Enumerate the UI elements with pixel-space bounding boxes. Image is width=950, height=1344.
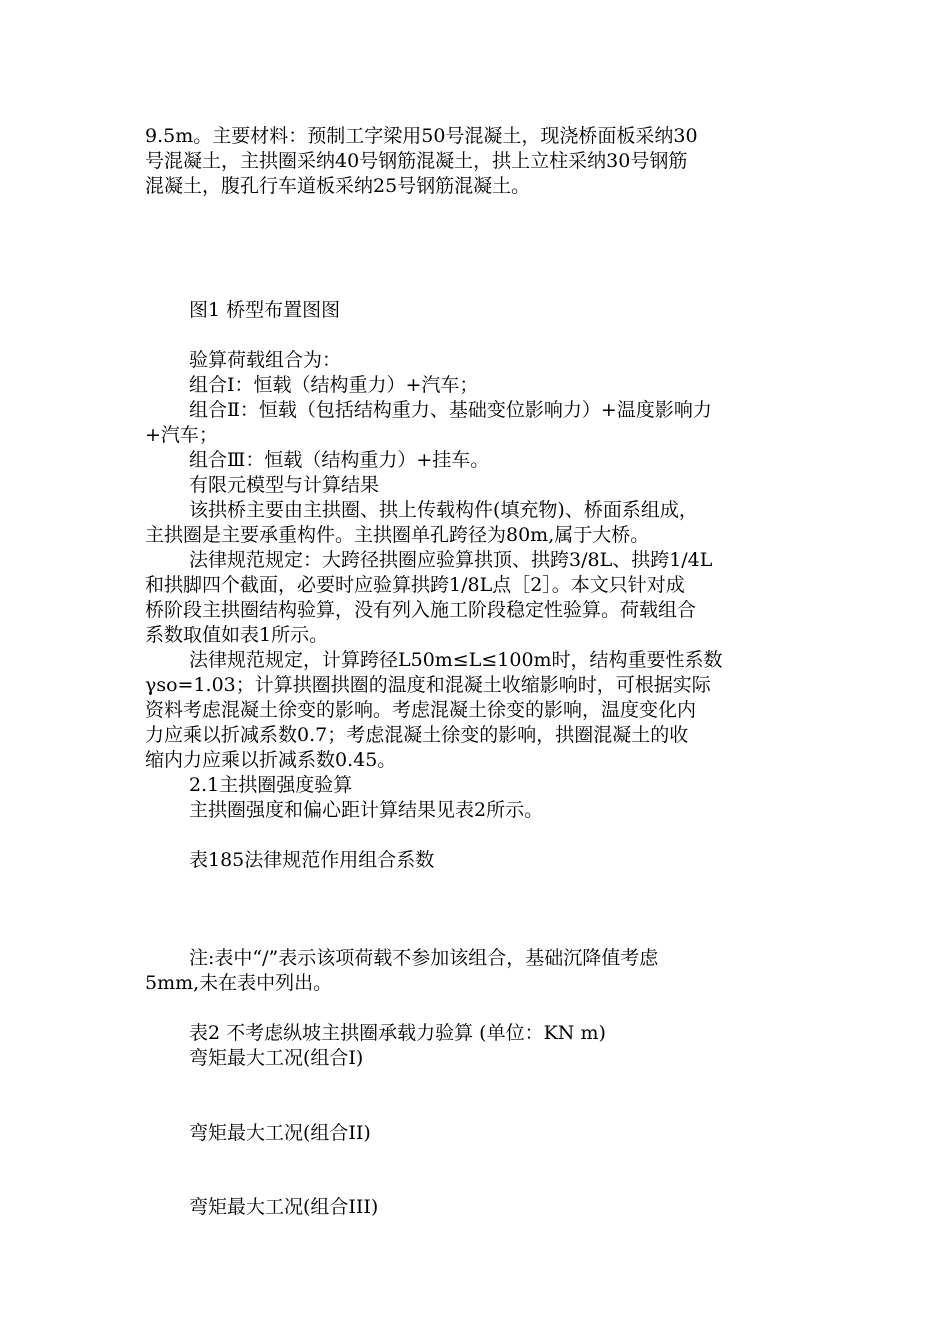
text-line: 和拱脚四个截面，必要时应验算拱跨1/8L点［2］。本文只针对成 <box>145 574 685 596</box>
text-line: 法律规范规定：大跨径拱圈应验算拱顶、拱跨3/8L、拱跨1/4L <box>189 549 713 571</box>
figure-caption: 图1 桥型布置图图 <box>189 299 341 321</box>
text-line: 号混凝土，主拱圈采纳40号钢筋混凝土，拱上立柱采纳30号钢筋 <box>145 150 688 172</box>
text-line: 缩内力应乘以折减系数0.45。 <box>145 749 397 771</box>
text-line: 资料考虑混凝土徐变的影响。考虑混凝土徐变的影响，温度变化内 <box>145 699 697 721</box>
text-line: 系数取值如表1所示。 <box>145 624 329 646</box>
text-line: 混凝土，腹孔行车道板采纳25号钢筋混凝土。 <box>145 175 531 197</box>
text-line: 9.5m。主要材料：预制工字梁用50号混凝土，现浇桥面板采纳30 <box>145 125 698 147</box>
text-line: 主拱圈强度和偏心距计算结果见表2所示。 <box>189 799 544 821</box>
text-line: 组合Ⅱ：恒载（包括结构重力、基础变位影响力）+温度影响力 <box>189 399 712 421</box>
text-line: 法律规范规定，计算跨径L50m≤L≤100m时，结构重要性系数 <box>189 649 723 671</box>
table-caption: 表185法律规范作用组合系数 <box>189 849 435 871</box>
text-line: 主拱圈是主要承重构件。主拱圈单孔跨径为80m,属于大桥。 <box>145 524 650 546</box>
text-line: γso=1.03；计算拱圈拱圈的温度和混凝土收缩影响时，可根据实际 <box>145 674 711 696</box>
text-line: 验算荷载组合为： <box>189 349 342 371</box>
table-subheading: 弯矩最大工况(组合III) <box>189 1196 379 1218</box>
section-heading: 2.1主拱圈强度验算 <box>189 774 353 796</box>
table-subheading: 弯矩最大工况(组合II) <box>189 1122 371 1144</box>
table-note: 5mm,未在表中列出。 <box>145 972 333 994</box>
section-heading: 有限元模型与计算结果 <box>189 474 380 496</box>
text-line: 桥阶段主拱圈结构验算，没有列入施工阶段稳定性验算。荷载组合 <box>145 599 697 621</box>
text-line: 力应乘以折减系数0.7；考虑混凝土徐变的影响，拱圈混凝土的收 <box>145 724 689 746</box>
table-caption: 表2 不考虑纵坡主拱圈承载力验算 (单位：KN m) <box>189 1022 606 1044</box>
text-line: 该拱桥主要由主拱圈、拱上传载构件(填充物)、桥面系组成， <box>189 499 698 521</box>
table-subheading: 弯矩最大工况(组合I) <box>189 1047 364 1069</box>
table-note: 注:表中“/”表示该项荷载不参加该组合，基础沉降值考虑 <box>189 947 659 969</box>
text-line: +汽车； <box>145 424 218 446</box>
text-line: 组合Ⅰ：恒载（结构重力）+汽车； <box>189 374 479 396</box>
text-line: 组合Ⅲ：恒载（结构重力）+挂车。 <box>189 449 490 471</box>
